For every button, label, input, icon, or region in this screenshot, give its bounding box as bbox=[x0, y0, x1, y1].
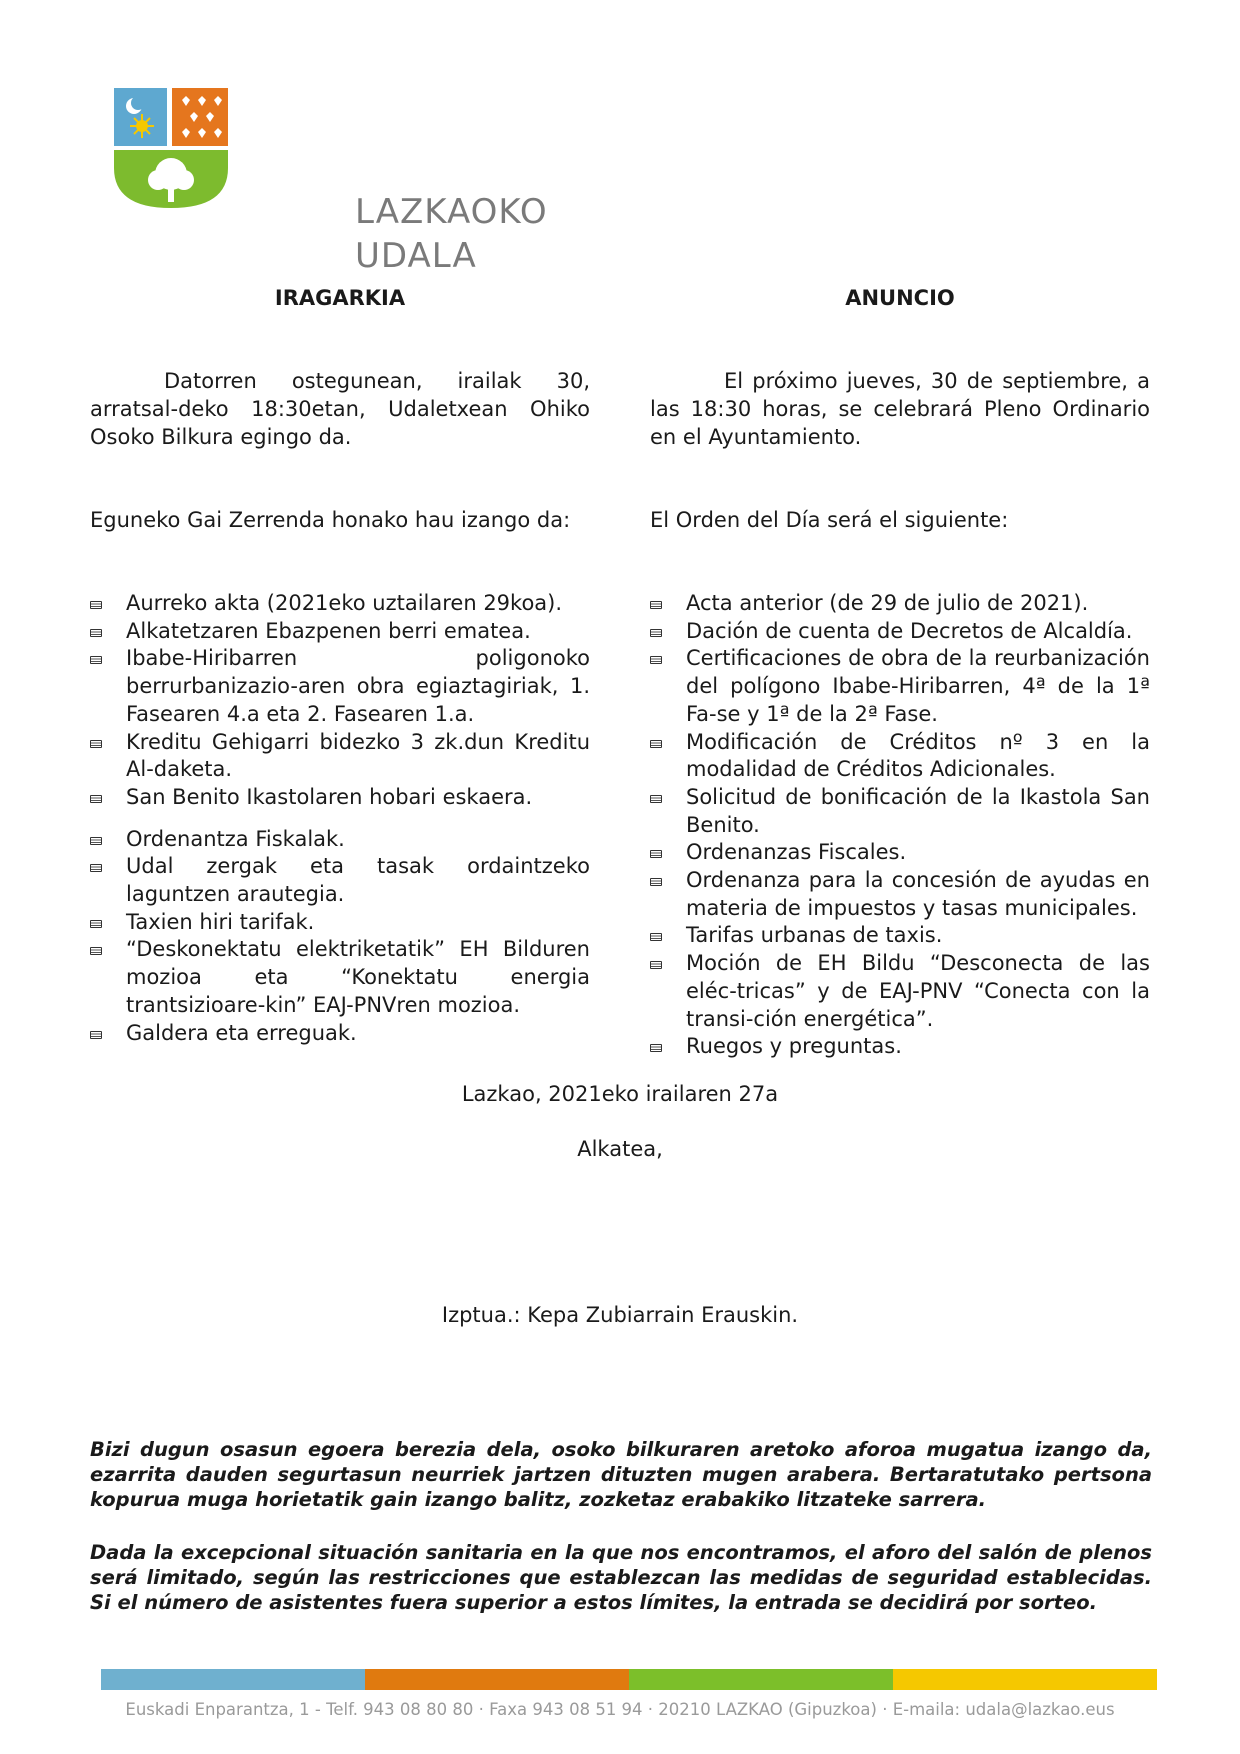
basque-agenda-lead: Eguneko Gai Zerrenda honako hau izango da: bbox=[90, 508, 571, 532]
list-item: Alkatetzaren Ebazpenen berri ematea. bbox=[90, 618, 590, 646]
spanish-heading: ANUNCIO bbox=[845, 286, 955, 310]
bullet-icon bbox=[650, 740, 662, 748]
bullet-icon bbox=[650, 933, 662, 941]
bullet-icon bbox=[650, 656, 662, 664]
bullet-icon bbox=[90, 1031, 102, 1039]
list-item: Ordenanza para la concesión de ayudas en materia de impuestos y tasas municipales. bbox=[650, 867, 1150, 922]
bullet-icon bbox=[90, 601, 102, 609]
bullet-icon bbox=[90, 740, 102, 748]
signer-name: Izptua.: Kepa Zubiarrain Erauskin. bbox=[441, 1303, 799, 1327]
place-date: Lazkao, 2021eko irailaren 27a bbox=[461, 1082, 779, 1106]
logo-wordmark bbox=[355, 190, 548, 278]
bullet-icon bbox=[650, 629, 662, 637]
list-item: Acta anterior (de 29 de julio de 2021). bbox=[650, 590, 1150, 618]
bullet-icon bbox=[90, 920, 102, 928]
list-item: “Deskonektatu elektriketatik” EH Bilduren mozioa eta “Konektatu energia trantsizioare-kin” EAJ-PNVren mozioa. bbox=[90, 936, 590, 1019]
list-item: San Benito Ikastolaren hobari eskaera. bbox=[90, 784, 590, 812]
list-item: Dación de cuenta de Decretos de Alcaldía. bbox=[650, 618, 1150, 646]
list-item: Udal zergak eta tasak ordaintzeko laguntzen arautegia. bbox=[90, 853, 590, 908]
list-item: Aurreko akta (2021eko uztailaren 29koa). bbox=[90, 590, 590, 618]
list-item: Solicitud de bonificación de la Ikastola San Benito. bbox=[650, 784, 1150, 839]
color-bar-orange bbox=[365, 1669, 629, 1690]
notice-spanish: Dada la excepcional situación sanitaria en la que nos encontramos, el aforo del salón de plenos será limitado, según las restricciones que establezcan las medidas de seguridad establecidas. Si el número de asistentes fuera superior a estos límites, la entrada se decidirá por sorteo. bbox=[90, 1541, 1152, 1614]
basque-heading: IRAGARKIA bbox=[274, 286, 406, 310]
municipal-logo bbox=[112, 86, 548, 276]
list-item: Taxien hiri tarifak. bbox=[90, 909, 590, 937]
coat-of-arms-icon bbox=[112, 86, 232, 210]
list-item: Ibabe-Hiribarren poligonoko berrurbanizazio-aren obra egiaztagiriak, 1. Fasearen 4.a eta 2. Fasearen 1.a. bbox=[90, 645, 590, 728]
footer-address: Euskadi Enparantza, 1 - Telf. 943 08 80 80 · Faxa 943 08 51 94 · 20210 LAZKAO (Gipuzkoa) · E-maila: udala@lazkao.eus bbox=[125, 1700, 1115, 1719]
list-item: Certificaciones de obra de la reurbanización del polígono Ibabe-Hiribarren, 4ª de la 1ª Fa-se y 1ª de la 2ª Fase. bbox=[650, 645, 1150, 728]
basque-intro: Datorren ostegunean, irailak 30, arratsal-deko 18:30etan, Udaletxean Ohiko Osoko Bilkura egingo da. bbox=[90, 369, 590, 449]
list-item: Kreditu Gehigarri bidezko 3 zk.dun Kreditu Al-daketa. bbox=[90, 729, 590, 784]
list-item: Modificación de Créditos nº 3 en la modalidad de Créditos Adicionales. bbox=[650, 729, 1150, 784]
notice-basque: Bizi dugun osasun egoera berezia dela, osoko bilkuraren aretoko aforoa mugatua izango da, ezarrita dauden segurtasun neurriek jartzen dituzten mugen arabera. Bertaratutako pertsona kopurua muga horietatik gain izango balitz, zozketaz erabakiko litzateke sarrera. bbox=[90, 1438, 1152, 1511]
bullet-icon bbox=[650, 1044, 662, 1052]
bullet-icon bbox=[90, 656, 102, 664]
bullet-icon bbox=[90, 795, 102, 803]
spanish-intro: El próximo jueves, 30 de septiembre, a las 18:30 horas, se celebrará Pleno Ordinario en el Ayuntamiento. bbox=[650, 369, 1150, 449]
bullet-icon bbox=[650, 850, 662, 858]
bullet-icon bbox=[90, 629, 102, 637]
bullet-icon bbox=[650, 601, 662, 609]
bullet-icon bbox=[90, 864, 102, 872]
bullet-icon bbox=[650, 961, 662, 969]
list-item: Ordenantza Fiskalak. bbox=[90, 826, 590, 854]
list-item: Moción de EH Bildu “Desconecta de las eléc-tricas” y de EAJ-PNV “Conecta con la transi-ción energética”. bbox=[650, 950, 1150, 1033]
list-item: Galdera eta erreguak. bbox=[90, 1020, 590, 1048]
color-bar-yellow bbox=[893, 1669, 1157, 1690]
spanish-agenda-lead: El Orden del Día será el siguiente: bbox=[650, 508, 1009, 532]
color-bar-blue bbox=[101, 1669, 365, 1690]
list-item: Ordenanzas Fiscales. bbox=[650, 839, 1150, 867]
bullet-icon bbox=[90, 837, 102, 845]
bullet-icon bbox=[650, 795, 662, 803]
logo-line-1: LAZKAOKO bbox=[355, 192, 548, 232]
spanish-agenda-list bbox=[650, 590, 1150, 1061]
logo-line-2: UDALA bbox=[355, 236, 477, 276]
color-bar-green bbox=[629, 1669, 893, 1690]
list-item: Tarifas urbanas de taxis. bbox=[650, 922, 1150, 950]
list-item: Ruegos y preguntas. bbox=[650, 1033, 1150, 1061]
bullet-icon bbox=[650, 878, 662, 886]
signer-title: Alkatea, bbox=[577, 1137, 663, 1161]
bullet-icon bbox=[90, 947, 102, 955]
basque-agenda-list bbox=[90, 590, 590, 1047]
